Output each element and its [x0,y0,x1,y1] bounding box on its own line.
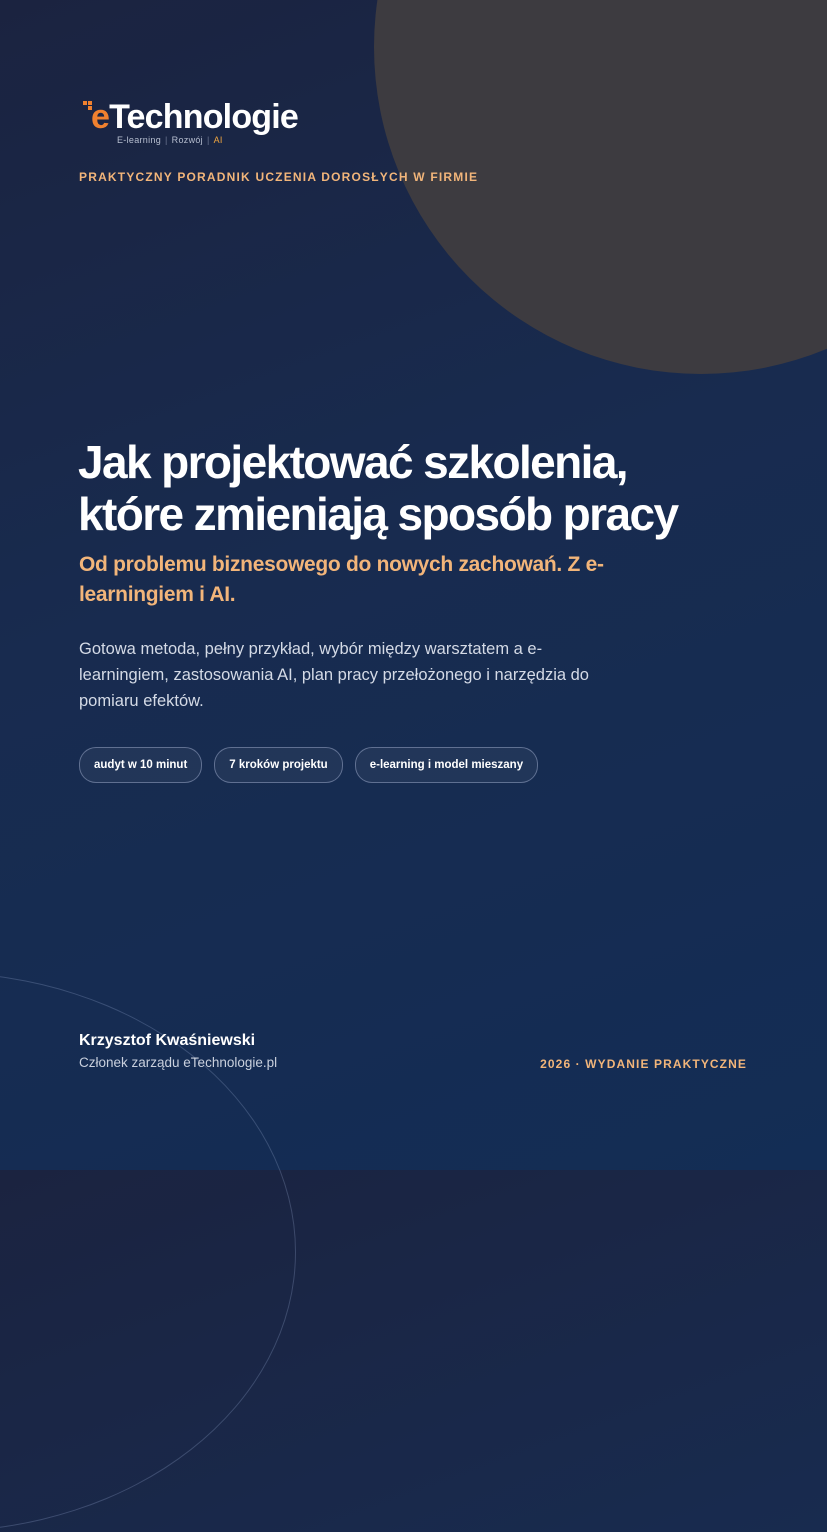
feature-chip: 7 kroków projektu [214,747,342,783]
eyebrow-label: PRAKTYCZNY PORADNIK UCZENIA DOROSŁYCH W FIRMIE [79,170,479,184]
feature-chip: e-learning i model mieszany [355,747,538,783]
title-line: które zmieniają sposób pracy [78,488,678,540]
logo-rest: Technologie [109,98,299,136]
logo-wordmark [91,97,298,137]
tagline-item: E-learning [117,135,162,145]
page-title [78,436,778,540]
author-name: Krzysztof Kwaśniewski [79,1032,256,1049]
author-role: Członek zarządu eTechnologie.pl [79,1055,278,1070]
feature-chips [79,747,538,783]
title-line: Jak projektować szkolenia, [78,436,627,488]
subtitle: Od problemu biznesowego do nowych zachowań. Z e-learningiem i AI. [79,553,604,606]
description: Gotowa metoda, pełny przykład, wybór między warsztatem a e-learningiem, zastosowania AI, plan pracy przełożonego i narzędzia do pomiaru efektów. [79,640,589,710]
tagline-item: Rozwój [171,135,203,145]
tagline-item: AI [213,135,223,145]
decorative-circle [374,0,827,374]
logo-accent: e [91,98,110,136]
feature-chip: audyt w 10 minut [79,747,202,783]
edition-label: 2026 · WYDANIE PRAKTYCZNE [540,1057,747,1071]
logo-tagline: E-learning | Rozwój | AI [117,135,223,145]
